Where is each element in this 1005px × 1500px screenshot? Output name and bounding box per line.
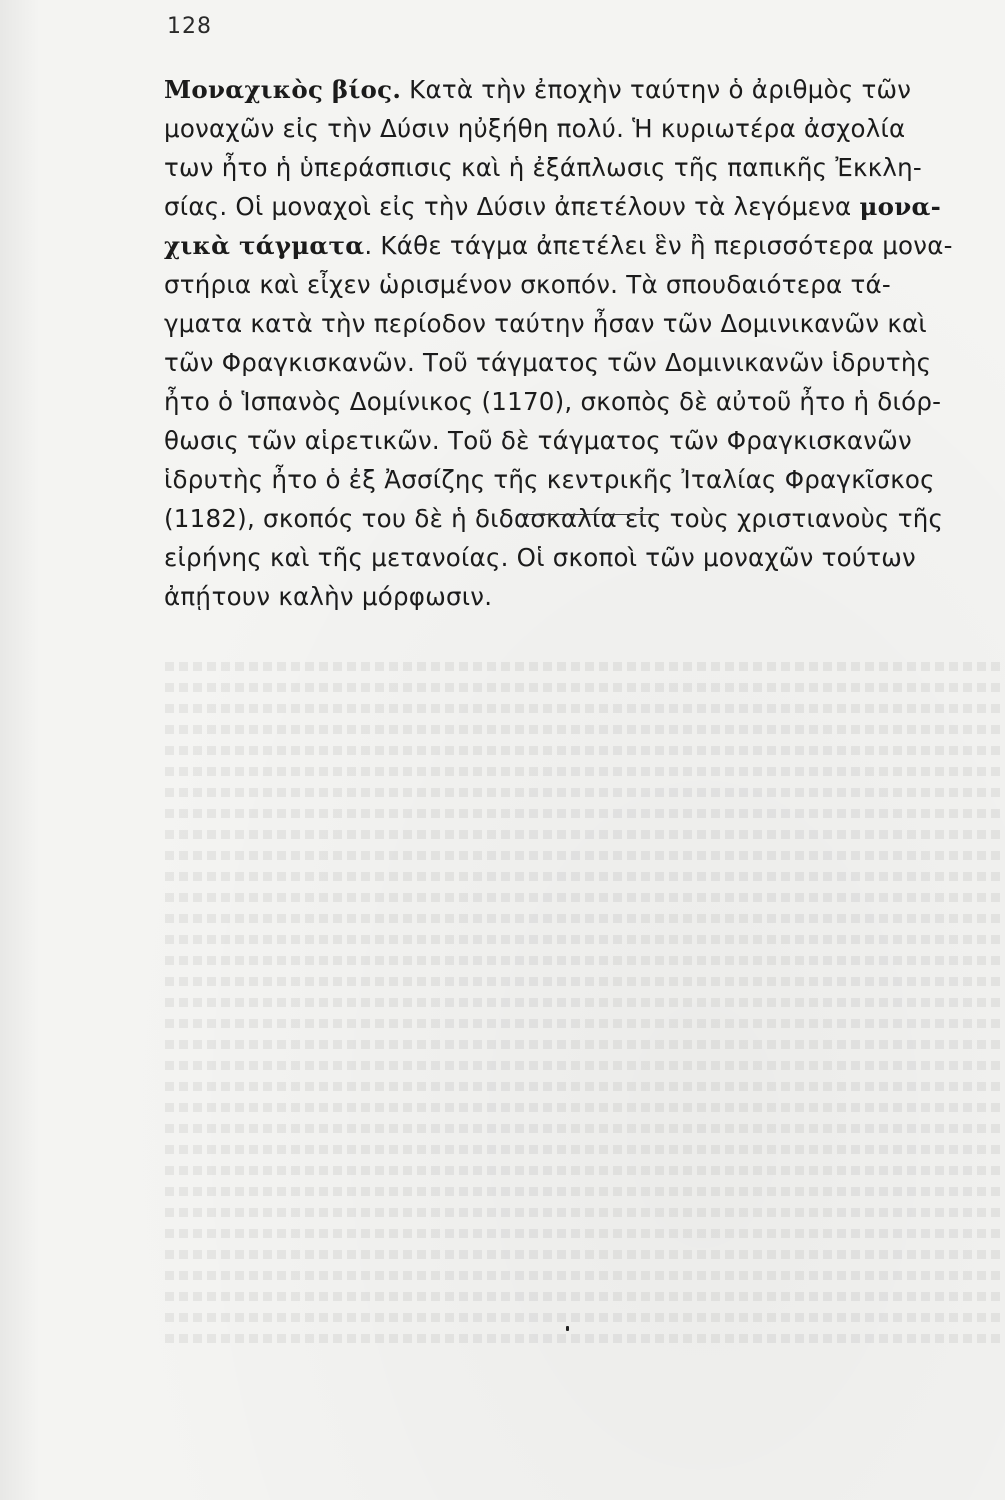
text-line	[164, 226, 996, 265]
text-line: εἰρήνης καὶ τῆς μετανοίας. Οἱ σκοποὶ τῶν μοναχῶν τούτων	[164, 543, 916, 572]
text-line: ἀπῄτουν καλὴν μόρφωσιν.	[164, 582, 493, 611]
show-through-texture	[160, 650, 1000, 1350]
bold-term: μονα-	[859, 192, 942, 221]
text-line: τῶν Φραγκισκανῶν. Τοῦ τάγματος τῶν Δομινικανῶν ἱδρυτὴς	[164, 348, 932, 377]
ink-speck	[566, 1326, 569, 1331]
text-line	[164, 70, 996, 109]
text-line: ἦτο ὁ Ἱσπανὸς Δομίνικος (1170), σκοπὸς δὲ αὐτοῦ ἦτο ἡ διόρ-	[164, 387, 942, 416]
section-divider	[521, 514, 657, 515]
paragraph	[164, 70, 996, 616]
text-line: μοναχῶν εἰς τὴν Δύσιν ηὐξήθη πολύ. Ἡ κυριωτέρα ἀσχολία	[164, 114, 906, 143]
text-span: . Κάθε τάγμα ἀπετέλει ἓν ἢ περισσότερα μονα-	[364, 231, 953, 260]
text-line: ἱδρυτὴς ἦτο ὁ ἐξ Ἀσσίζης τῆς κεντρικῆς Ἰταλίας Φραγκῖσκος	[164, 465, 935, 494]
text-line: (1182), σκοπός του δὲ ἡ διδασκαλία εἰς τοὺς χριστιανοὺς τῆς	[164, 504, 944, 533]
section-heading: Μοναχικὸς βίος.	[164, 75, 402, 104]
bold-term: χικὰ τάγματα	[164, 231, 365, 260]
text-line: στήρια καὶ εἶχεν ὡρισμένον σκοπόν. Τὰ σπουδαιότερα τά-	[164, 270, 891, 299]
text-span: Κατὰ τὴν ἐποχὴν ταύτην ὁ ἀριθμὸς τῶν	[401, 75, 912, 104]
text-line	[164, 187, 996, 226]
text-line: γματα κατὰ τὴν περίοδον ταύτην ἦσαν τῶν Δομινικανῶν καὶ	[164, 309, 927, 338]
text-line: θωσις τῶν αἱρετικῶν. Τοῦ δὲ τάγματος τῶν Φραγκισκανῶν	[164, 426, 912, 455]
text-line: των ἦτο ἡ ὑπεράσπισις καὶ ἡ ἐξάπλωσις τῆς παπικῆς Ἐκκλη-	[164, 153, 923, 182]
text-span: σίας. Οἱ μοναχοὶ εἰς τὴν Δύσιν ἀπετέλουν τὰ λεγόμενα	[164, 192, 860, 221]
page-number: 128	[167, 14, 212, 39]
